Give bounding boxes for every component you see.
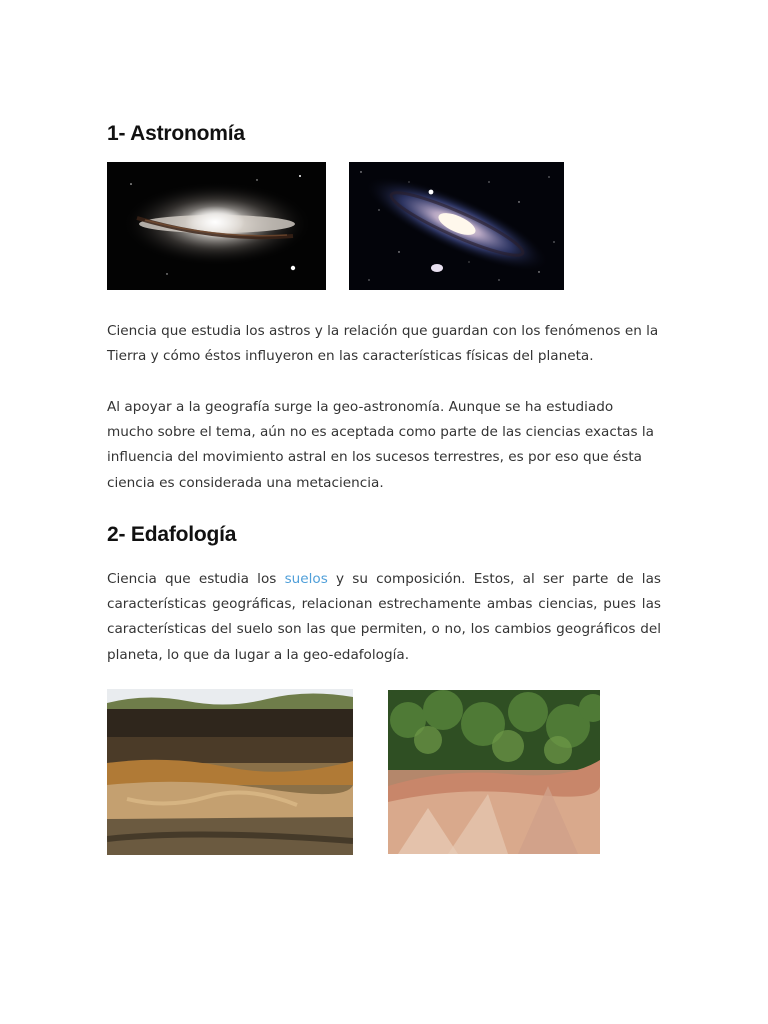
edafologia-paragraph [107,567,661,668]
astronomia-paragraph-1: Ciencia que estudia los astros y la relación que guardan con los fenómenos en la Tierra y cómo éstos influyeron en las características físicas del planeta. [107,323,659,365]
astronomia-paragraph-2: Al apoyar a la geografía surge la geo-astronomía. Aunque se ha estudiado mucho sobre el tema, aún no es aceptada como parte de las ciencias exactas la influencia del movimiento astral en los sucesos terrestres, es por eso que ésta ciencia es considerada una metaciencia. [107,399,655,491]
paragraph-text-before-link: Ciencia que estudia los [107,571,285,587]
section-heading-edafologia: 2- Edafología [107,523,237,546]
section-heading-astronomia: 1- Astronomía [107,122,245,145]
galaxy-sombrero-image [107,162,326,290]
galaxy-andromeda-image [349,162,564,290]
paragraph-text-after-link: y su composición. Estos, al ser parte de las características geográficas, relacionan estrechamente ambas ciencias, pues las características del suelo son las que permiten, o no, los cambios geográficos del planeta, lo que da lugar a la geo-edafología. [107,571,662,663]
suelos-link[interactable]: suelos [284,571,328,587]
soil-profile-image [107,689,353,855]
soil-outcrop-image [388,690,600,854]
